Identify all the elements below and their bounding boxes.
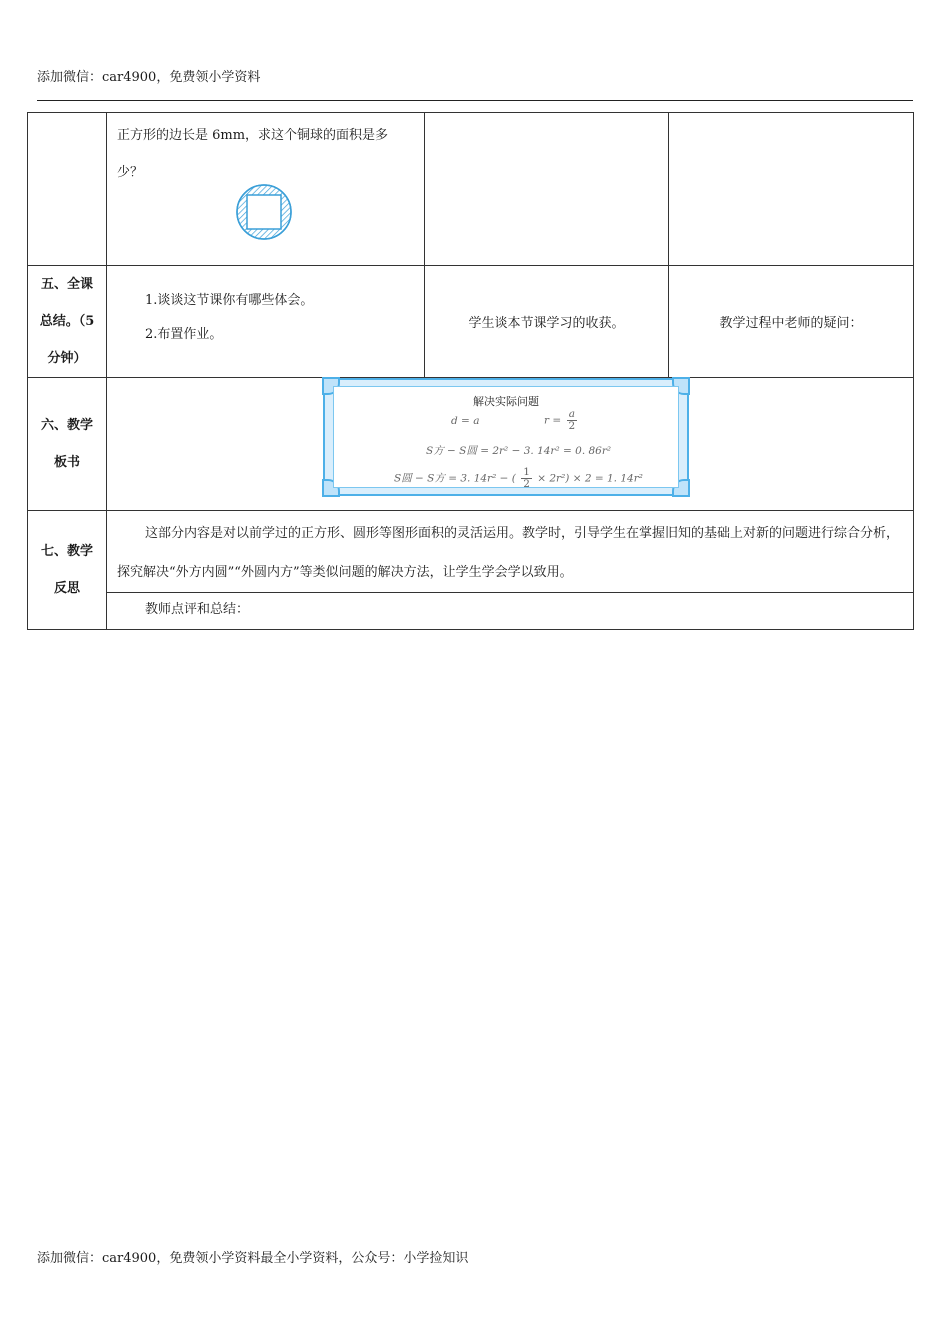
board-cell (107, 378, 914, 511)
problem-cell (107, 113, 425, 266)
summary-question-text: 教学过程中老师的疑问： (719, 316, 863, 331)
summary-row (28, 266, 914, 378)
board-row (28, 378, 914, 511)
board-head: 六、教学 板书 (28, 378, 107, 511)
summary-question-cell (669, 266, 914, 378)
summary-student-cell (425, 266, 669, 378)
summary-student-text: 学生谈本节课学习的收获。 (468, 316, 625, 331)
eq-r: r = $\frac{a}{2}$ (544, 408, 576, 432)
reflection-head: 七、教学 反思 (28, 511, 107, 630)
comment-row (28, 593, 914, 630)
circle-square-figure (235, 183, 295, 243)
summary-teacher-cell (107, 266, 425, 378)
problem-row-head (28, 113, 107, 266)
problem-text-line2: 少？ (117, 165, 144, 180)
problem-row (28, 113, 914, 266)
blackboard-image (323, 378, 689, 496)
summary-item-2: 2.布置作业。 (145, 327, 223, 342)
lesson-plan-table (27, 112, 914, 630)
problem-text-line1: 正方形的边长是 6mm，求这个铜球的面积是多 (117, 128, 389, 143)
eq-2: S圆 − S方 = 3. 14r² − ( $\frac{1}{2}$ × 2r²) × 2 = 1. 14r² (394, 466, 643, 490)
inner-square (247, 195, 281, 229)
summary-item-1: 1.谈谈这节课你有哪些体会。 (145, 293, 314, 308)
header-rule (37, 100, 913, 101)
footer-note: 添加微信：car4900，免费领小学资料最全小学资料，公众号：小学捡知识 (37, 1251, 469, 1266)
comment-cell (107, 593, 914, 630)
reflection-cell (107, 511, 914, 593)
summary-head: 五、全课 总结。（5 分钟） (28, 266, 107, 378)
header-note: 添加微信：car4900，免费领小学资料 (37, 70, 261, 85)
eq-1: S方 − S圆 = 2r² − 3. 14r² = 0. 86r² (426, 445, 612, 457)
problem-student-cell (425, 113, 669, 266)
reflection-text: 这部分内容是对以前学过的正方形、圆形等图形面积的灵活运用。教学时，引导学生在掌握旧知的基础上对新的问题进行综合分析，探究解决“外方内圆”“外圆内方”等类似问题的解决方法，让学生学会学以致用。 (117, 526, 900, 580)
problem-note-cell (669, 113, 914, 266)
eq-d: d = a (451, 415, 480, 427)
reflection-row (28, 511, 914, 593)
board-title: 解决实际问题 (473, 395, 539, 408)
comment-text: 教师点评和总结： (145, 602, 250, 617)
